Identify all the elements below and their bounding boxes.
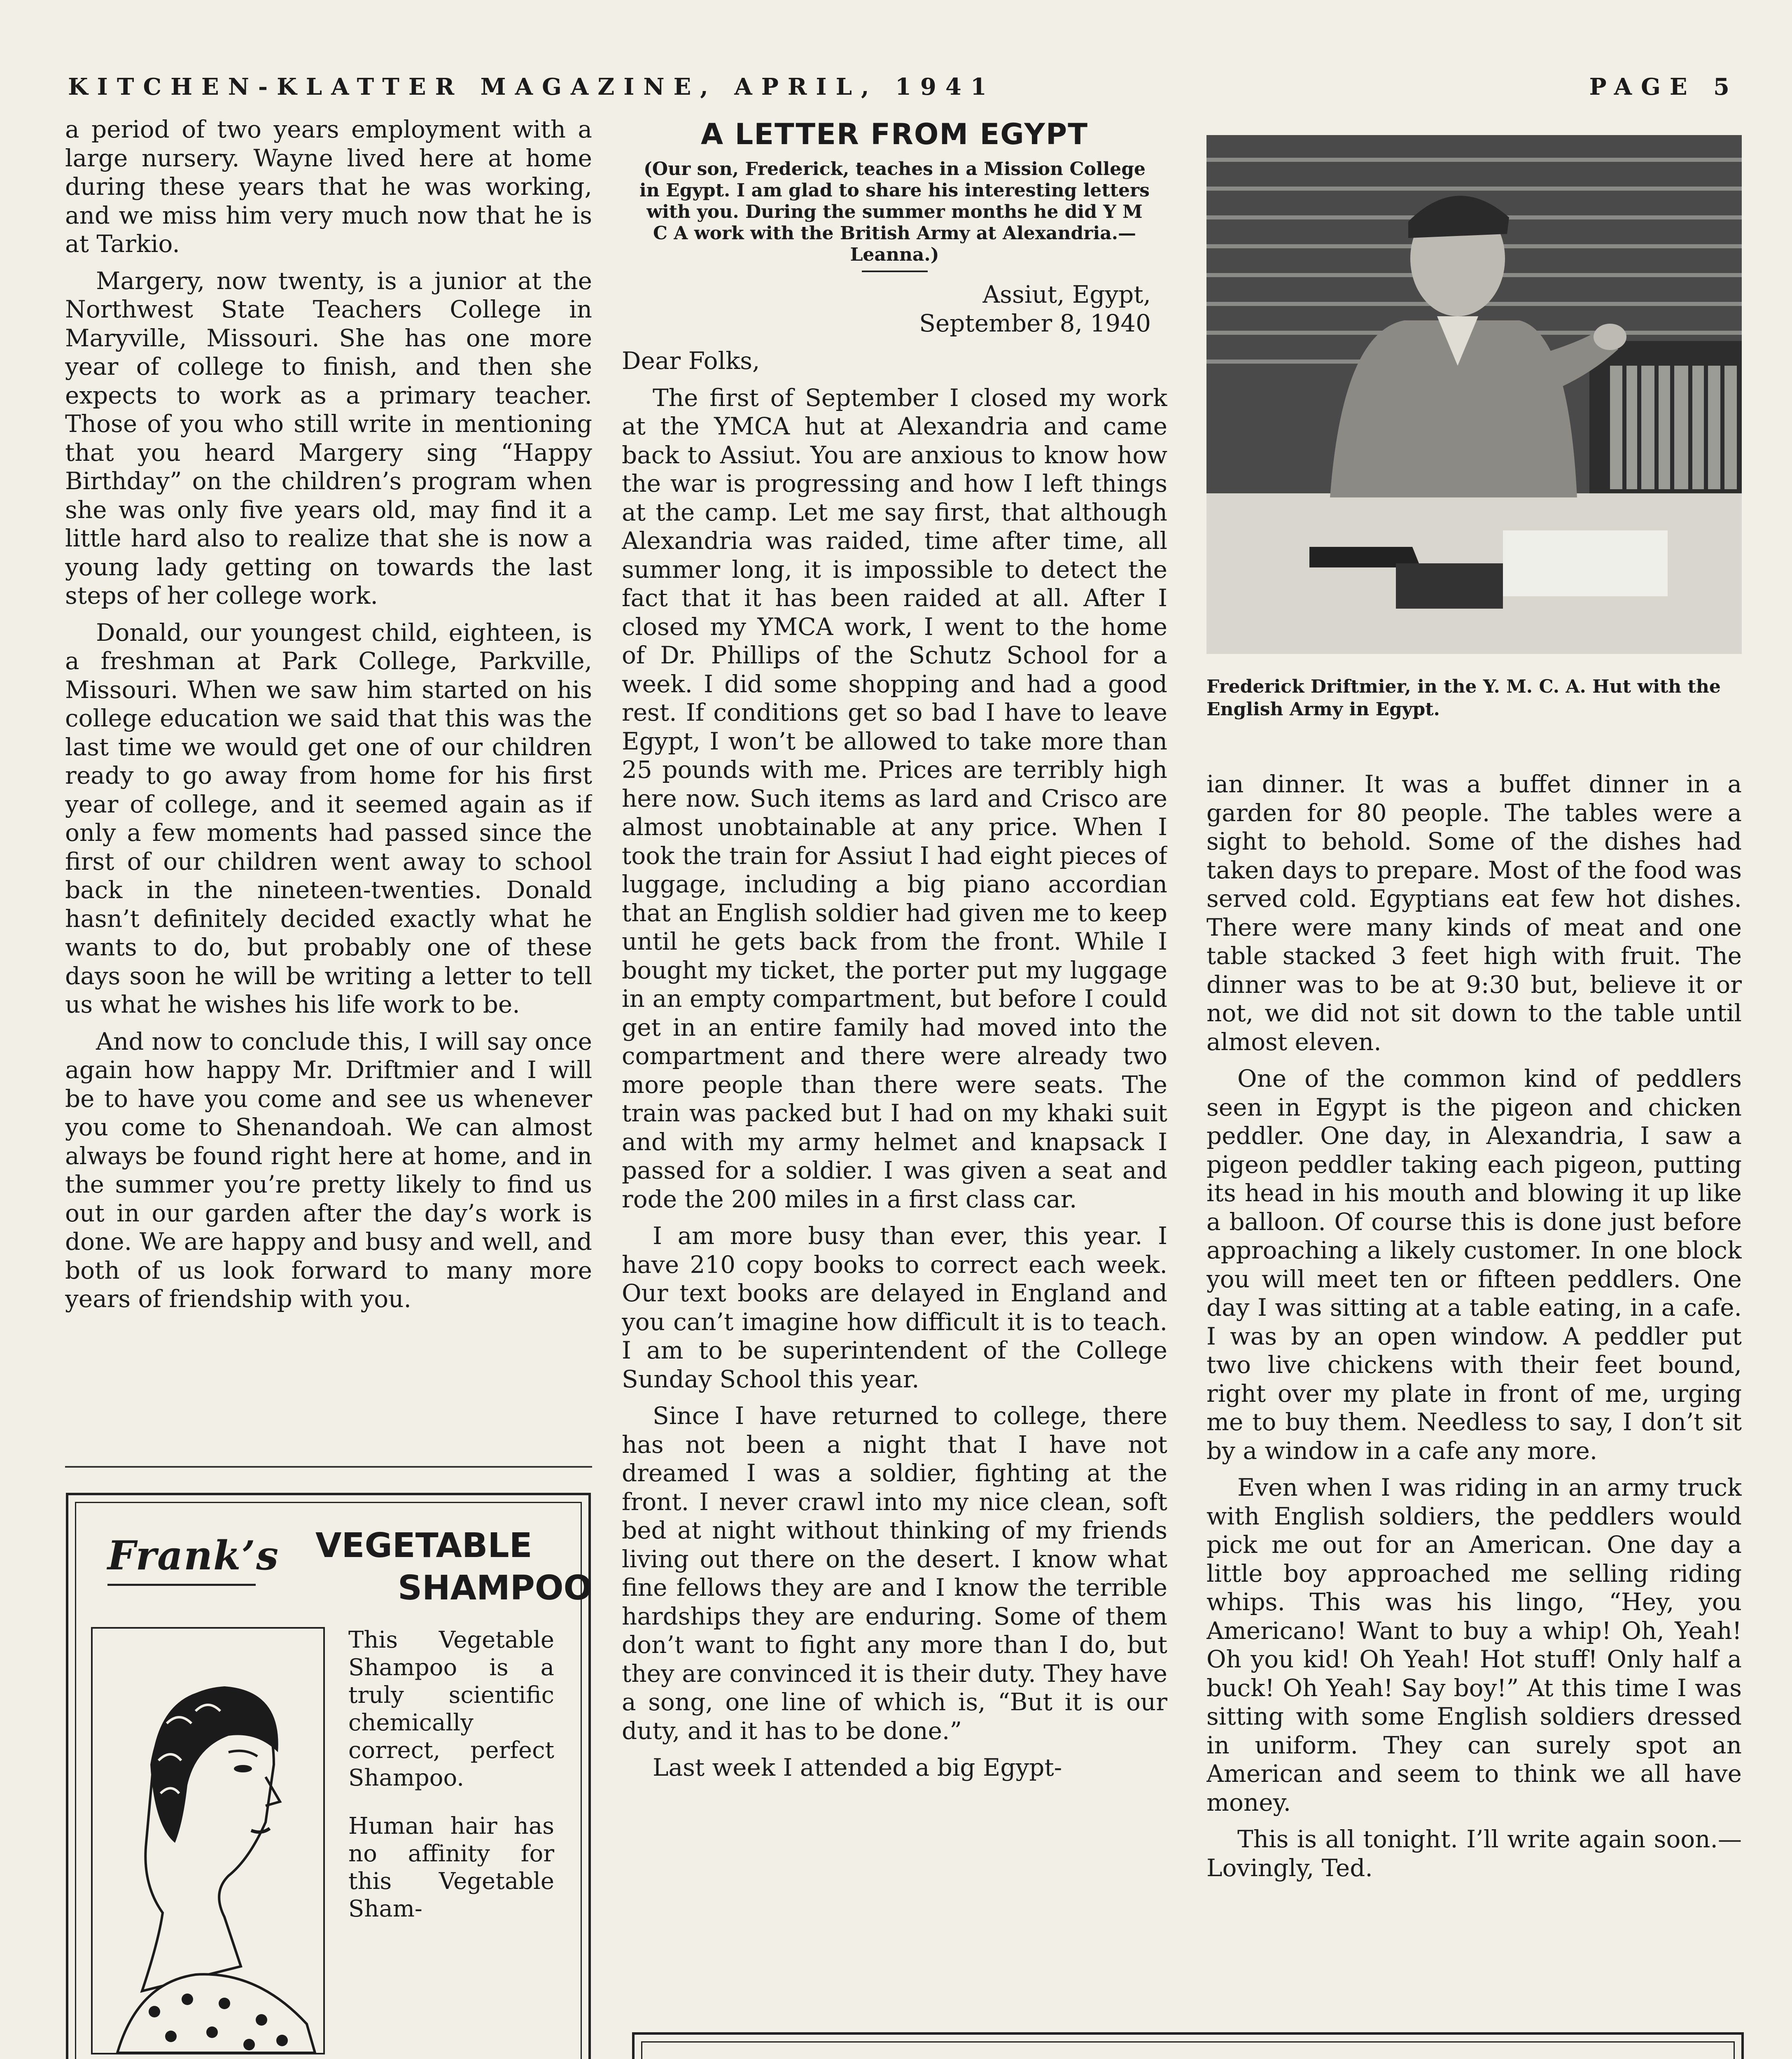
letter-dateline [622, 280, 1151, 338]
running-header: KITCHEN-KLATTER MAGAZINE, APRIL, 1941 [68, 73, 996, 100]
brand-underline [107, 1584, 256, 1586]
ad-paragraph: Human hair has no affinity for this Vegetable Sham- [348, 1813, 554, 1922]
letter-divider [862, 271, 928, 272]
woman-portrait-illustration [91, 1627, 325, 2054]
col1-paragraph: a period of two years employment with a large nursery. Wayne lived here at home during these years that he was working, and we miss him very much now that he is at Tarkio. [65, 115, 592, 258]
letter-paragraph: Since I have returned to college, there has not been a night that I have not dreamed I was a soldier, fighting at the front. I never crawl into my nice clean, soft bed at night without thinking of my friends living out there on the desert. I know what fine fellows they are and I know the terrible hardships they are enduring. Some of them don’t want to fight any more than I do, but they are convinced it is their duty. They have a song, one line of which is, “But it is our duty, and it has to be done.” [622, 1402, 1167, 1745]
letter-article [622, 117, 1167, 2024]
frederick-photo [1206, 135, 1742, 654]
letter-paragraph: This is all tonight. I’ll write again soon.—Lovingly, Ted. [1206, 1825, 1742, 1882]
col1-paragraph: Donald, our youngest child, eighteen, is a freshman at Park College, Parkville, Missouri. When we saw him started on his college education we said that this was the last time we would get one of our children ready to go away from home for his first year of college, and it seemed again as if only a few moments had passed since the first of our children went away to school back in the nineteen-twenties. Donald hasn’t definitely decided exactly what he wants to do, but probably one of these days soon he will be writing a letter to tell us what he wishes his life work to be. [65, 618, 592, 1018]
letter-place: Assiut, Egypt, [982, 280, 1151, 308]
letter-title: A LETTER FROM EGYPT [701, 117, 1088, 151]
ad-side-text [348, 1626, 554, 1943]
letter-paragraph: One of the common kind of peddlers seen in Egypt is the pigeon and chicken peddler. One day, in Alexandria, I saw a pigeon peddler taking each pigeon, putting its head in his mouth and blowing it up like a balloon. Of course this is done just before approaching a likely customer. In one block you will meet ten or fifteen peddlers. One day I was sitting at a table eating, in a cafe. I was by an open window. A peddler put two live chickens with their feet bound, right over my plate in front of me, urging me to buy them. Needless to say, I don’t sit by a window in a cafe any more. [1206, 1065, 1742, 1465]
letter-intro: (Our son, Frederick, teaches in a Mission College in Egypt. I am glad to share his interesting letters with you. During the summer months he did Y M C A work with the British Army at Alexandria.—Leanna.) [639, 159, 1150, 265]
ad-inner-border [641, 2041, 1735, 2059]
franks-shampoo-ad [66, 1493, 591, 2059]
photo-caption: Frederick Driftmier, in the Y. M. C. A. Hut with the English Army in Egypt. [1206, 676, 1721, 720]
col1-paragraph: And now to conclude this, I will say once again how happy Mr. Driftmier and I will be to have you come and see us whenever you come to Shenandoah. We can almost always be found right here at home, and in the summer you’re pretty likely to find us out in our garden after the day’s work is done. We are happy and busy and well, and both of us look forward to many more years of friendship with you. [65, 1027, 592, 1313]
watto-appliance-ad [632, 2032, 1744, 2059]
letter-paragraph: ian dinner. It was a buffet dinner in a garden for 80 people. The tables were a sight to behold. Some of the dishes had taken days to prepare. Most of the food was served cold. Egyptians eat few hot dishes. There were many kinds of meat and one table stacked 3 feet high with fruit. The dinner was to be at 9:30 but, believe it or not, we did not sit down to the table until almost eleven. [1206, 770, 1742, 1056]
letter-paragraph: I am more busy than ever, this year. I have 210 copy books to correct each week. Our text books are delayed in England and you can’t imagine how difficult it is to teach. I am to be superintendent of the College Sunday School this year. [622, 1222, 1167, 1393]
column-1 [65, 115, 592, 1460]
letter-paragraph: Last week I attended a big Egypt- [653, 1753, 1062, 1781]
page-number: PAGE 5 [1589, 73, 1738, 100]
franks-brand: Frank’s [107, 1532, 280, 1579]
letter-paragraph: Even when I was riding in an army truck with English soldiers, the peddlers would pick me out for an American. One day a little boy approached me selling riding whips. This was his lingo, “Hey, you Americano! Want to buy a whip! Oh, Yeah! Oh you kid! Oh Yeah! Hot stuff! Only half a buck! Oh Yeah! Say boy!” At this time I was sitting with some English soldiers dressed in uniform. They can surely spot an American and seem to think we all have money. [1206, 1473, 1742, 1816]
letter-paragraph: The first of September I closed my work at the YMCA hut at Alexandria and came back to Assiut. You are anxious to know how the war is progressing and how I left things at the camp. Let me say first, that although Alexandria was raided, time after time, all summer long, it is impossible to detect the fact that it has been raided at all. After I closed my YMCA work, I went to the home of Dr. Phillips of the Schutz School for a week. I did some shopping and had a good rest. If conditions get so bad I have to leave Egypt, I won’t be allowed to take more than 25 pounds with me. Prices are terribly high here now. Such items as lard and Crisco are almost unobtainable at any price. When I took the train for Assiut I had eight pieces of luggage, including a big piano accordian that an English soldier had given me to keep until he gets back from the front. While I bought my ticket, the porter put my luggage in an empty compartment, but before I could get in an entire family had moved into the compartment and there were already two more people than there were seats. The train was packed but I had on my khaki suit and with my army helmet and knapsack I passed for a soldier. I was given a seat and rode the 200 miles in a first class car. [622, 383, 1167, 1213]
letter-continued [1206, 770, 1742, 2022]
col1-paragraph: Margery, now twenty, is a junior at the Northwest State Teachers College in Maryville, Missouri. She has one more year of college to finish, and then she expects to work as a primary teacher. Those of you who still write in mentioning that you heard Margery sing “Happy Birthday” on the children’s program when she was only five years old, may find it a little hard also to realize that she is now a young lady getting on towards the last steps of her college work. [65, 266, 592, 609]
column-divider [65, 1466, 592, 1468]
letter-date: September 8, 1940 [919, 309, 1151, 337]
letter-greeting: Dear Folks, [622, 347, 760, 375]
product-title-line2: SHAMPOO [398, 1569, 593, 1608]
ad-paragraph: This Vegetable Shampoo is a truly scientific chemically correct, perfect Shampoo. [348, 1627, 554, 1791]
product-title-line1: VEGETABLE [315, 1526, 532, 1565]
